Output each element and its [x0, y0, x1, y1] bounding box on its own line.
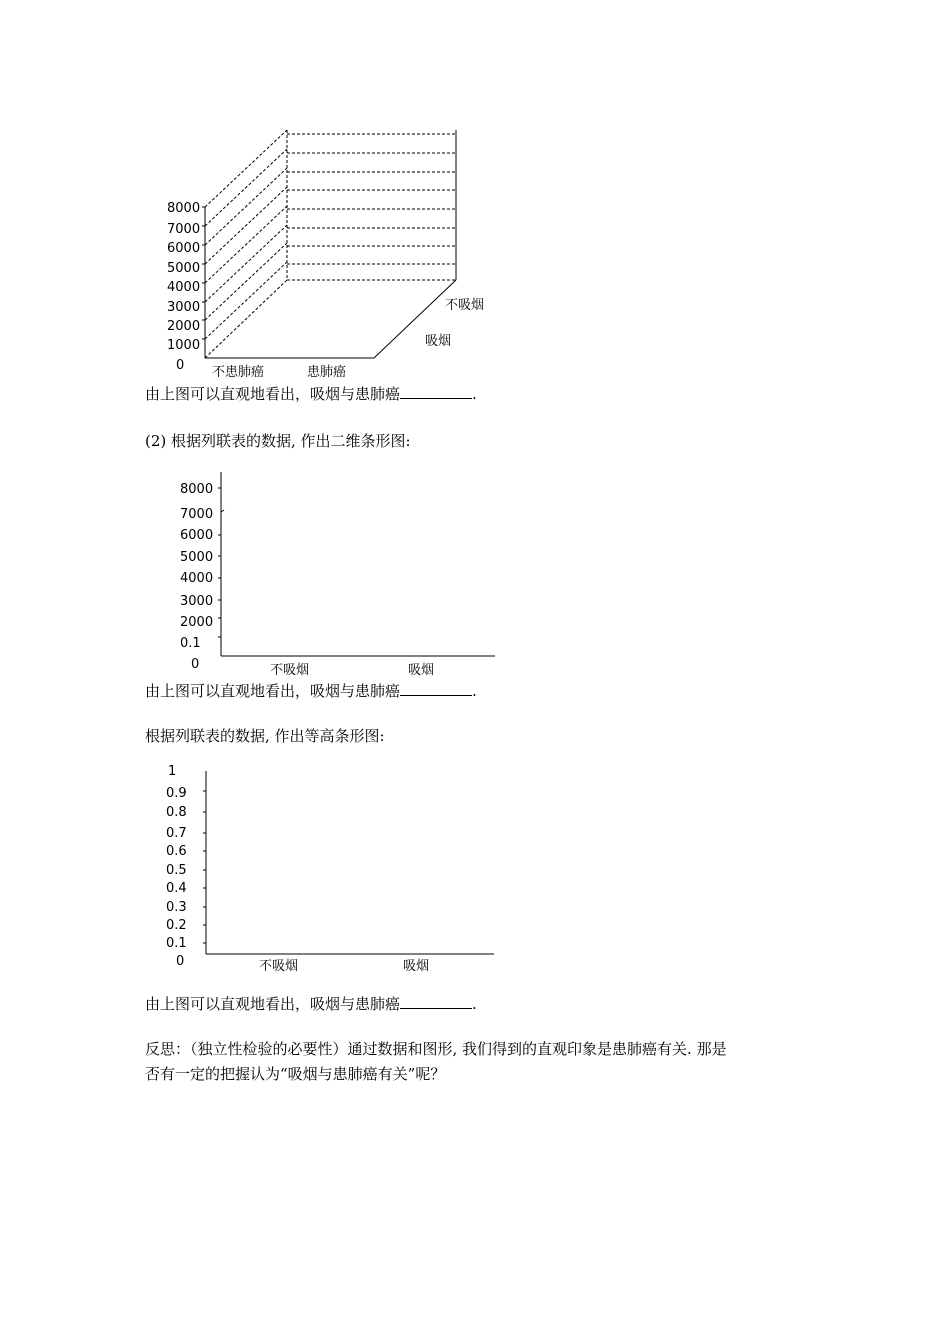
y-tick-label: 5000: [180, 550, 214, 565]
y-tick-label: 0.3: [166, 900, 187, 915]
depth-label-non-smoker: 不吸烟: [445, 298, 485, 313]
y-tick-label: 1000: [167, 338, 201, 353]
reflection-line-2: 否有一定的把握认为“吸烟与患肺癌有关”呢？: [145, 1065, 446, 1083]
y-tick-label: 8000: [180, 482, 214, 497]
section-heading-3: 根据列联表的数据, 作出等高条形图:: [145, 727, 385, 745]
x-label-no-cancer: 不患肺癌: [212, 365, 265, 380]
y-tick-label: 2000: [180, 615, 214, 630]
y-tick-label: 0.2: [166, 918, 187, 933]
y-tick-label: 3000: [180, 594, 214, 609]
section-heading-2: (2) 根据列联表的数据, 作出二维条形图:: [145, 432, 411, 450]
y-tick-label: 6000: [167, 241, 201, 256]
y-tick-label: 3000: [167, 300, 201, 315]
answer-blank-3[interactable]: [400, 994, 472, 1009]
y-tick-label: 0.1: [166, 936, 187, 951]
y-tick-label: 5000: [167, 261, 201, 276]
chart3-y-labels: [166, 764, 187, 969]
y-tick-label: 6000: [180, 528, 214, 543]
y-tick-label: 4000: [167, 280, 201, 295]
x-label-non-smoker: 不吸烟: [259, 959, 299, 974]
y-tick-label: 7000: [180, 507, 214, 522]
conclusion-sentence-3: 由上图可以直观地看出，吸烟与患肺癌 .: [145, 995, 477, 1013]
y-tick-label: 0.1: [180, 636, 201, 651]
x-label-non-smoker: 不吸烟: [270, 663, 310, 678]
y-tick-label: 0: [191, 657, 200, 672]
conclusion-sentence-1: 由上图可以直观地看出，吸烟与患肺癌 .: [145, 385, 477, 403]
y-tick-label: 0.6: [166, 844, 187, 859]
y-tick-label: 8000: [167, 201, 201, 216]
x-label-smoker: 吸烟: [408, 663, 435, 678]
y-tick-label: 0: [176, 954, 185, 969]
x-label-smoker: 吸烟: [403, 959, 430, 974]
y-tick-label: 7000: [167, 222, 201, 237]
y-tick-label: 0: [176, 358, 185, 373]
x-label-cancer: 患肺癌: [307, 365, 347, 380]
y-tick-label: 0.8: [166, 805, 187, 820]
conclusion-sentence-2: 由上图可以直观地看出，吸烟与患肺癌 .: [145, 682, 477, 700]
reflection-line-1: 反思：（独立性检验的必要性）通过数据和图形, 我们得到的直观印象是患肺癌有关. 那是: [145, 1040, 727, 1058]
y-tick-label: 0.5: [166, 863, 187, 878]
depth-label-smoker: 吸烟: [425, 334, 452, 349]
y-tick-label: 1: [168, 764, 177, 779]
y-tick-label: 0.7: [166, 826, 187, 841]
y-tick-label: 0.4: [166, 881, 187, 896]
y-tick-label: 4000: [180, 571, 214, 586]
y-tick-label: 2000: [167, 319, 201, 334]
y-tick-label: 0.9: [166, 786, 187, 801]
